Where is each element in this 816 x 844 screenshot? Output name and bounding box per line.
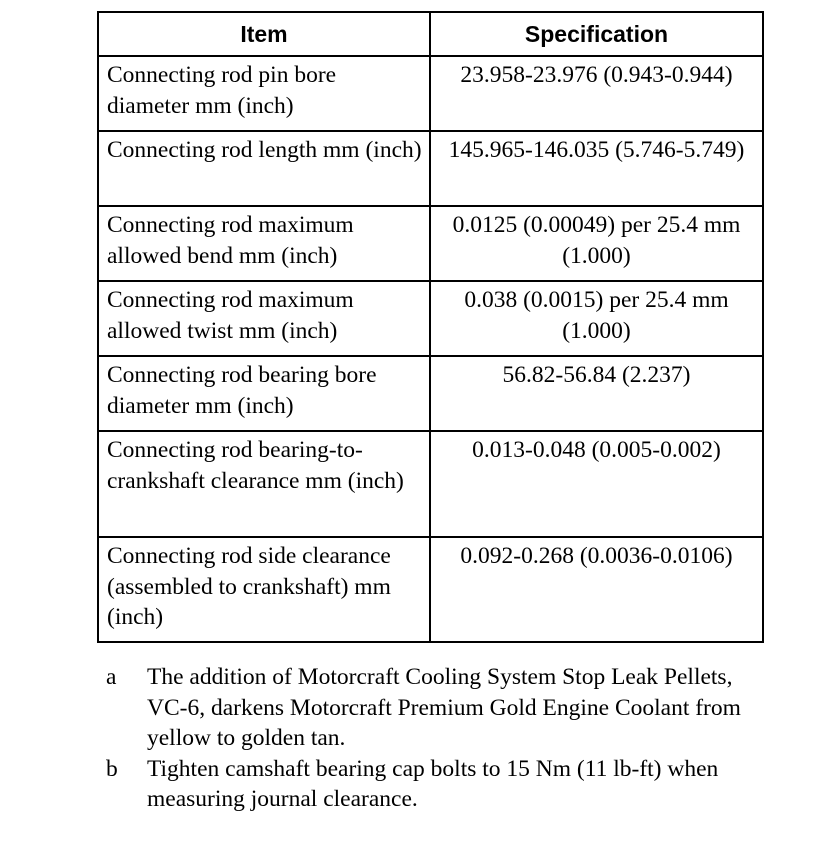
row-item-max-twist: Connecting rod maximum allowed twist mm (inch) [98,281,430,356]
footnote-b-text: Tighten camshaft bearing cap bolts to 15 Nm (11 lb-ft) when measuring journal clearance. [147,755,719,812]
table-row [98,281,763,356]
table-row [98,431,763,537]
row-spec-bearing-clearance: 0.013-0.048 (0.005-0.002) [430,431,763,537]
row-item-bearing-bore-diameter: Connecting rod bearing bore diameter mm (inch) [98,356,430,431]
row-item-max-bend: Connecting rod maximum allowed bend mm (inch) [98,206,430,281]
row-spec-pin-bore-diameter: 23.958-23.976 (0.943-0.944) [430,56,763,131]
footnote-b-marker: b [106,755,118,782]
table-row [98,537,763,642]
header-specification: Specification [430,12,763,56]
footnote-a-text: The addition of Motorcraft Cooling System Stop Leak Pellets, VC-6, darkens Motorcraft Premium Gold Engine Coolant from yellow to golden tan. [147,664,741,751]
row-item-side-clearance: Connecting rod side clearance (assembled to crankshaft) mm (inch) [98,537,430,642]
footnotes [106,662,746,815]
row-item-pin-bore-diameter: Connecting rod pin bore diameter mm (inch) [98,56,430,131]
row-spec-max-bend: 0.0125 (0.00049) per 25.4 mm (1.000) [430,206,763,281]
row-item-bearing-clearance: Connecting rod bearing-to-crankshaft clearance mm (inch) [98,431,430,537]
header-item: Item [98,12,430,56]
table-row [98,356,763,431]
specification-table [97,11,764,643]
row-item-rod-length: Connecting rod length mm (inch) [98,131,430,206]
footnote-a-marker: a [106,664,117,690]
table-row [98,56,763,131]
table-header-row [98,12,763,56]
footnote-b [106,754,746,815]
row-spec-bearing-bore-diameter: 56.82-56.84 (2.237) [430,356,763,431]
row-spec-side-clearance: 0.092-0.268 (0.0036-0.0106) [430,537,763,642]
row-spec-rod-length: 145.965-146.035 (5.746-5.749) [430,131,763,206]
table-row [98,206,763,281]
footnote-a [106,662,746,754]
row-spec-max-twist: 0.038 (0.0015) per 25.4 mm (1.000) [430,281,763,356]
table-row [98,131,763,206]
